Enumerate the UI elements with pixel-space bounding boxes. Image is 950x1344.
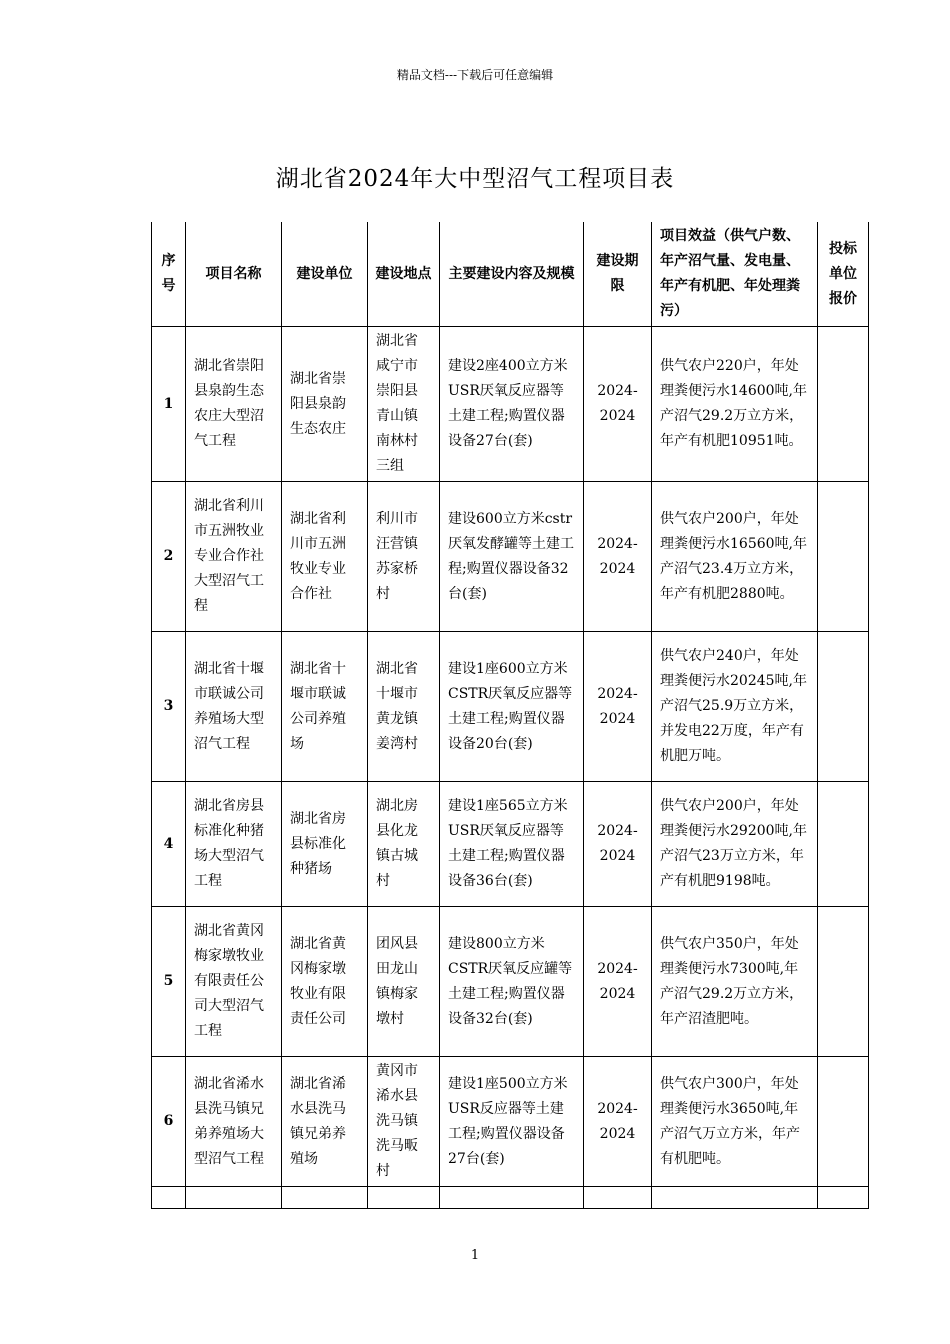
row-benefit: 供气农户200户，年处理粪便污水16560吨,年产沼气23.4万立方米，年产有机肥2880吨。 — [652, 482, 818, 632]
row-content: 建设1座500立方米USR反应器等土建工程;购置仪器设备27台(套) — [440, 1057, 584, 1187]
header-name: 项目名称 — [186, 222, 282, 327]
row-project-name: 湖北省利川市五洲牧业专业合作社大型沼气工程 — [186, 482, 282, 632]
empty-cell — [652, 1187, 818, 1209]
row-bid — [818, 1057, 869, 1187]
header-location: 建设地点 — [368, 222, 440, 327]
table-row — [152, 907, 869, 1057]
table-row — [152, 782, 869, 907]
row-bid — [818, 327, 869, 482]
row-content: 建设1座600立方米CSTR厌氧反应器等土建工程;购置仪器设备20台(套) — [440, 632, 584, 782]
row-location: 湖北省十堰市黄龙镇姜湾村 — [368, 632, 440, 782]
row-unit: 湖北省浠水县洗马镇兄弟养殖场 — [282, 1057, 368, 1187]
row-benefit: 供气农户200户，年处理粪便污水29200吨,年产沼气23万立方米，年产有机肥9198吨。 — [652, 782, 818, 907]
empty-cell — [818, 1187, 869, 1209]
table-row — [152, 327, 869, 482]
row-content: 建设800立方米CSTR厌氧反应罐等土建工程;购置仪器设备32台(套) — [440, 907, 584, 1057]
row-index: 5 — [152, 907, 186, 1057]
row-project-name: 湖北省黄冈梅家墩牧业有限责任公司大型沼气工程 — [186, 907, 282, 1057]
row-benefit: 供气农户220户，年处理粪便污水14600吨,年产沼气29.2万立方米，年产有机肥10951吨。 — [652, 327, 818, 482]
table-row-empty — [152, 1187, 869, 1209]
row-period: 2024-2024 — [584, 327, 652, 482]
row-unit: 湖北省房县标准化种猪场 — [282, 782, 368, 907]
empty-cell — [282, 1187, 368, 1209]
row-project-name: 湖北省十堰市联诚公司养殖场大型沼气工程 — [186, 632, 282, 782]
row-index: 6 — [152, 1057, 186, 1187]
row-index: 4 — [152, 782, 186, 907]
row-bid — [818, 782, 869, 907]
row-benefit: 供气农户350户，年处理粪便污水7300吨,年产沼气29.2万立方米，年产沼渣肥吨。 — [652, 907, 818, 1057]
row-index: 1 — [152, 327, 186, 482]
row-project-name: 湖北省浠水县洗马镇兄弟养殖场大型沼气工程 — [186, 1057, 282, 1187]
row-index: 2 — [152, 482, 186, 632]
page-header-note: 精品文档---下载后可任意编辑 — [396, 68, 554, 82]
row-benefit: 供气农户240户，年处理粪便污水20245吨,年产沼气25.9万立方米，并发电22万度，年产有机肥万吨。 — [652, 632, 818, 782]
row-period: 2024-2024 — [584, 907, 652, 1057]
row-unit: 湖北省崇阳县泉韵生态农庄 — [282, 327, 368, 482]
row-period: 2024-2024 — [584, 482, 652, 632]
project-table — [151, 222, 869, 1209]
empty-cell — [368, 1187, 440, 1209]
row-content: 建设1座565立方米USR厌氧反应器等土建工程;购置仪器设备36台(套) — [440, 782, 584, 907]
row-period: 2024-2024 — [584, 632, 652, 782]
row-bid — [818, 482, 869, 632]
table-row — [152, 632, 869, 782]
empty-cell — [186, 1187, 282, 1209]
row-index: 3 — [152, 632, 186, 782]
row-bid — [818, 907, 869, 1057]
row-unit: 湖北省黄冈梅家墩牧业有限责任公司 — [282, 907, 368, 1057]
page-number: 1 — [470, 1248, 480, 1263]
row-location: 黄冈市浠水县洗马镇洗马畈村 — [368, 1057, 440, 1187]
row-period: 2024-2024 — [584, 782, 652, 907]
row-unit: 湖北省利川市五洲牧业专业合作社 — [282, 482, 368, 632]
header-benefit: 项目效益（供气户数、年产沼气量、发电量、年产有机肥、年处理粪污） — [652, 222, 818, 327]
row-project-name: 湖北省房县标准化种猪场大型沼气工程 — [186, 782, 282, 907]
header-unit: 建设单位 — [282, 222, 368, 327]
header-index: 序号 — [152, 222, 186, 327]
row-period: 2024-2024 — [584, 1057, 652, 1187]
row-unit: 湖北省十堰市联诚公司养殖场 — [282, 632, 368, 782]
document-title: 湖北省2024年大中型沼气工程项目表 — [275, 166, 675, 192]
empty-cell — [584, 1187, 652, 1209]
row-benefit: 供气农户300户，年处理粪便污水3650吨,年产沼气万立方米，年产有机肥吨。 — [652, 1057, 818, 1187]
row-content: 建设2座400立方米USR厌氧反应器等土建工程;购置仪器设备27台(套) — [440, 327, 584, 482]
row-location: 湖北省咸宁市崇阳县青山镇南林村三组 — [368, 327, 440, 482]
row-project-name: 湖北省崇阳县泉韵生态农庄大型沼气工程 — [186, 327, 282, 482]
row-bid — [818, 632, 869, 782]
table-header-row — [152, 222, 869, 327]
table-row — [152, 1057, 869, 1187]
table-row — [152, 482, 869, 632]
header-content: 主要建设内容及规模 — [440, 222, 584, 327]
header-period: 建设期限 — [584, 222, 652, 327]
row-location: 利川市汪营镇苏家桥村 — [368, 482, 440, 632]
row-location: 团风县田龙山镇梅家墩村 — [368, 907, 440, 1057]
empty-cell — [152, 1187, 186, 1209]
row-content: 建设600立方米cstr厌氧发酵罐等土建工程;购置仪器设备32台(套) — [440, 482, 584, 632]
empty-cell — [440, 1187, 584, 1209]
header-bid: 投标单位报价 — [818, 222, 869, 327]
row-location: 湖北房县化龙镇古城村 — [368, 782, 440, 907]
